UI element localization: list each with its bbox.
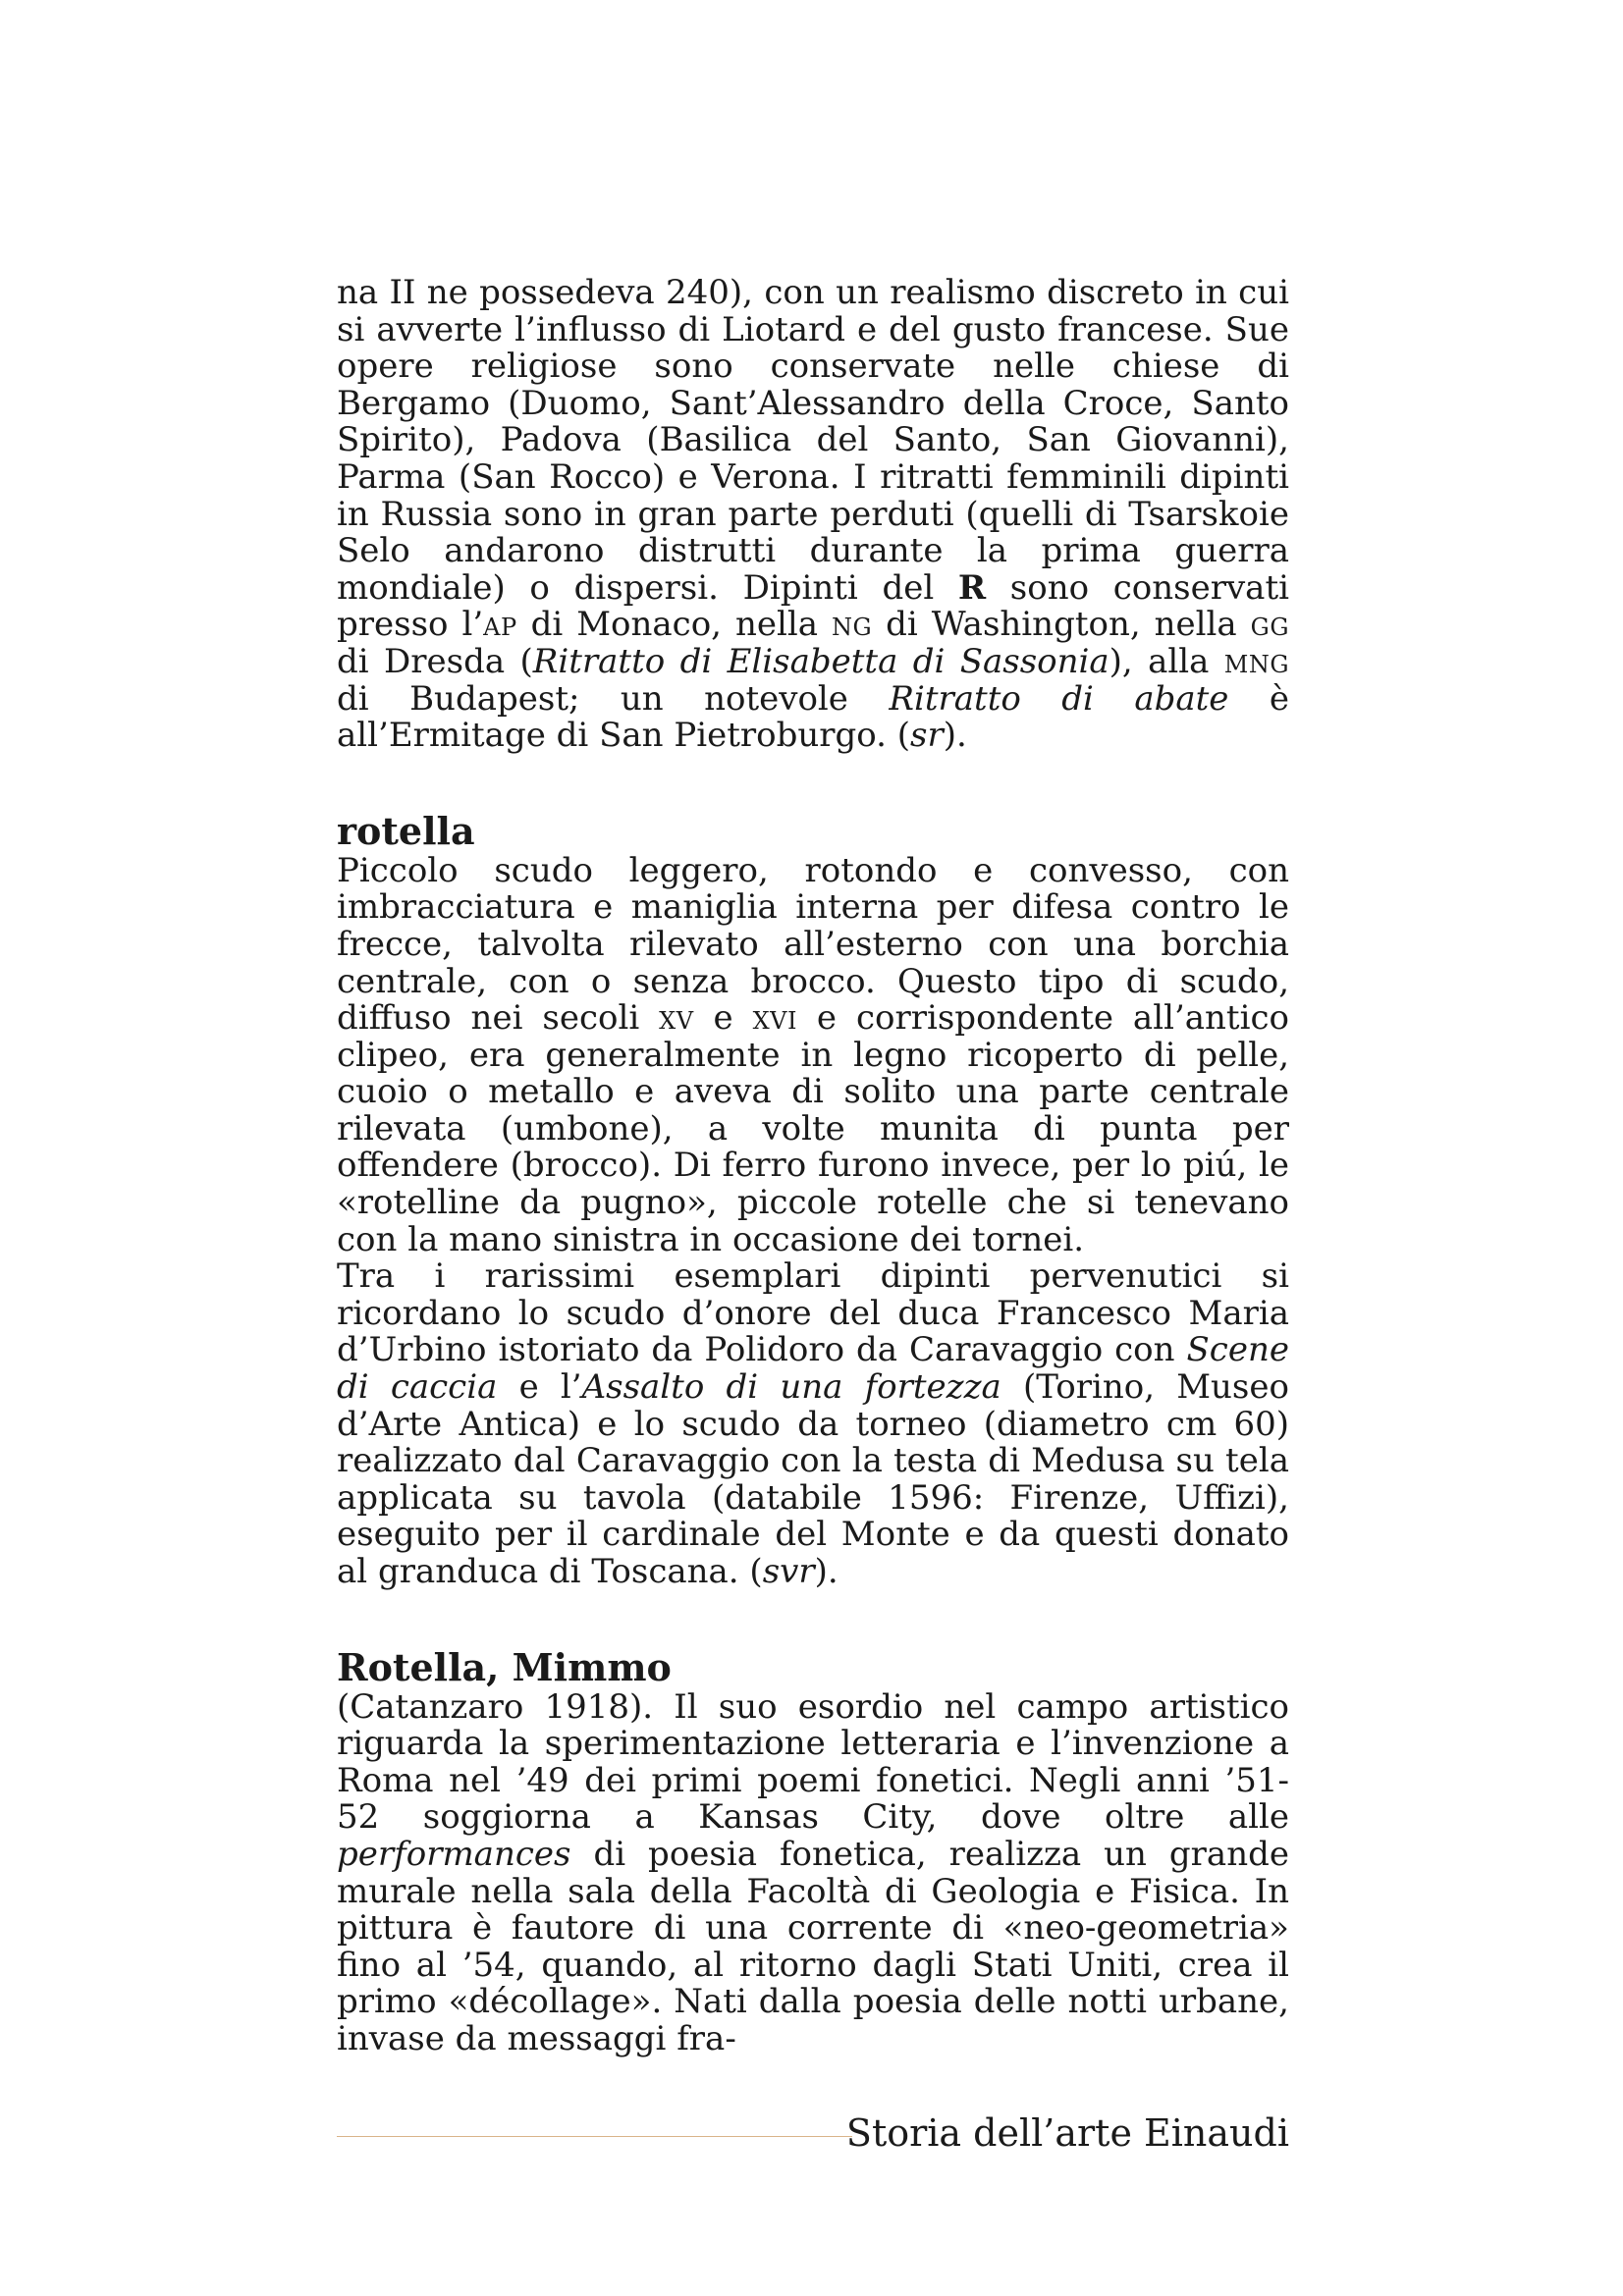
museum-abbreviation: ng bbox=[831, 605, 873, 645]
italic-term: performances bbox=[337, 1834, 571, 1874]
artwork-title: Scene di caccia bbox=[337, 1330, 1289, 1408]
text-run: e corrispondente all’antico clipeo, era generalmente in legno ricoperto di pelle, cuoio o metallo e aveva di solito una parte centrale rilevata (umbone), a volte munita di punta per offendere (brocco). Di ferro furono invece, per lo piú, le «rotelline da pugno», piccole rotelle che si tenevano con la mano sinistra in occasione dei tornei. bbox=[337, 998, 1289, 1259]
artwork-title: Assalto di una fortezza bbox=[581, 1367, 1001, 1408]
entry-abbreviation: R bbox=[957, 567, 987, 608]
text-run: ), alla bbox=[1109, 641, 1224, 681]
museum-abbreviation: mng bbox=[1223, 641, 1290, 681]
artwork-title: Ritratto di Elisabetta di Sassonia bbox=[532, 641, 1109, 681]
text-run: Tra i rarissimi esemplari dipinti pervenutici si ricordano lo scudo d’onore del duca Francesco Maria d’Urbino istoriato da Polidoro da Caravaggio con bbox=[337, 1256, 1289, 1370]
text-run: ). bbox=[814, 1552, 839, 1591]
text-run: è all’Ermitage di San Pietroburgo. ( bbox=[337, 678, 1289, 756]
text-run: di Washington, nella bbox=[872, 605, 1251, 645]
text-run: Piccolo scudo leggero, rotondo e convesso, con imbracciatura e maniglia interna per difesa contro le frecce, talvolta rilevato all’esterno con una borchia centrale, con o senza brocco. Questo tipo di scudo, diffuso nei secoli bbox=[337, 850, 1289, 1039]
artwork-title: Ritratto di abate bbox=[889, 678, 1229, 719]
century-numeral: xvi bbox=[752, 998, 797, 1039]
text-run: e bbox=[693, 998, 753, 1039]
author-initials: svr bbox=[762, 1552, 815, 1591]
page-footer bbox=[337, 2109, 1289, 2158]
entry-heading-rotella: rotella bbox=[337, 808, 475, 853]
text-run: (Catanzaro 1918). Il suo esordio nel campo artistico riguarda la sperimentazione letteraria e l’invenzione a Roma nel ’49 dei primi poemi fonetici. Negli anni ’51-52 soggiorna a Kansas City, dove oltre alle bbox=[337, 1686, 1289, 1838]
text-run: di Budapest; un notevole bbox=[337, 678, 890, 719]
museum-abbreviation: ap bbox=[483, 605, 517, 645]
century-numeral: xv bbox=[659, 998, 694, 1039]
paragraph-continued-entry bbox=[337, 275, 1289, 755]
text-run: na II ne possedeva 240), con un realismo discreto in cui si avverte l’influsso di Liotard e del gusto francese. Sue opere religiose sono conservate nelle chiese di Bergamo (Duomo, Sant’Alessandro della Croce, Santo Spirito), Padova (Basilica del Santo, San Giovanni), Parma (San Rocco) e Verona. I ritratti femminili dipinti in Russia sono in gran parte perduti (quelli di Tsarskoie Selo andarono distrutti durante la prima guerra mondiale) o dispersi. Dipinti del bbox=[337, 273, 1289, 608]
footer-divider bbox=[337, 2136, 852, 2137]
page-body bbox=[337, 275, 1289, 2058]
text-run: sono conservati presso l’ bbox=[337, 567, 1289, 645]
text-run: ). bbox=[943, 716, 967, 756]
author-initials: sr bbox=[910, 716, 944, 756]
paragraph-rotella-mimmo-bio bbox=[337, 1686, 1289, 2058]
museum-abbreviation: gg bbox=[1250, 605, 1289, 645]
entry-heading-rotella-mimmo: Rotella, Mimmo bbox=[337, 1644, 672, 1689]
paragraph-rotella-examples bbox=[337, 1258, 1289, 1590]
paragraph-rotella-definition bbox=[337, 850, 1289, 1259]
text-run: e l’ bbox=[497, 1367, 582, 1408]
text-run: di Monaco, nella bbox=[516, 605, 832, 645]
text-run: di poesia fonetica, realizza un grande murale nella sala della Facoltà di Geologia e Fisica. In pittura è fautore di una corrente di «neo-geometria» fino al ’54, quando, al ritorno dagli Stati Uniti, crea il primo «décollage». Nati dalla poesia delle notti urbane, invase da messaggi fra- bbox=[337, 1834, 1289, 2058]
text-run: (Torino, Museo d’Arte Antica) e lo scudo da torneo (diametro cm 60) realizzato dal Caravaggio con la testa di Medusa su tela applicata su tavola (databile 1596: Firenze, Uffizi), eseguito per il cardinale del Monte e da questi donato al granduca di Toscana. ( bbox=[337, 1367, 1289, 1591]
text-run: di Dresda ( bbox=[337, 641, 533, 681]
footer-publication-title: Storia dell’arte Einaudi bbox=[845, 2111, 1289, 2155]
